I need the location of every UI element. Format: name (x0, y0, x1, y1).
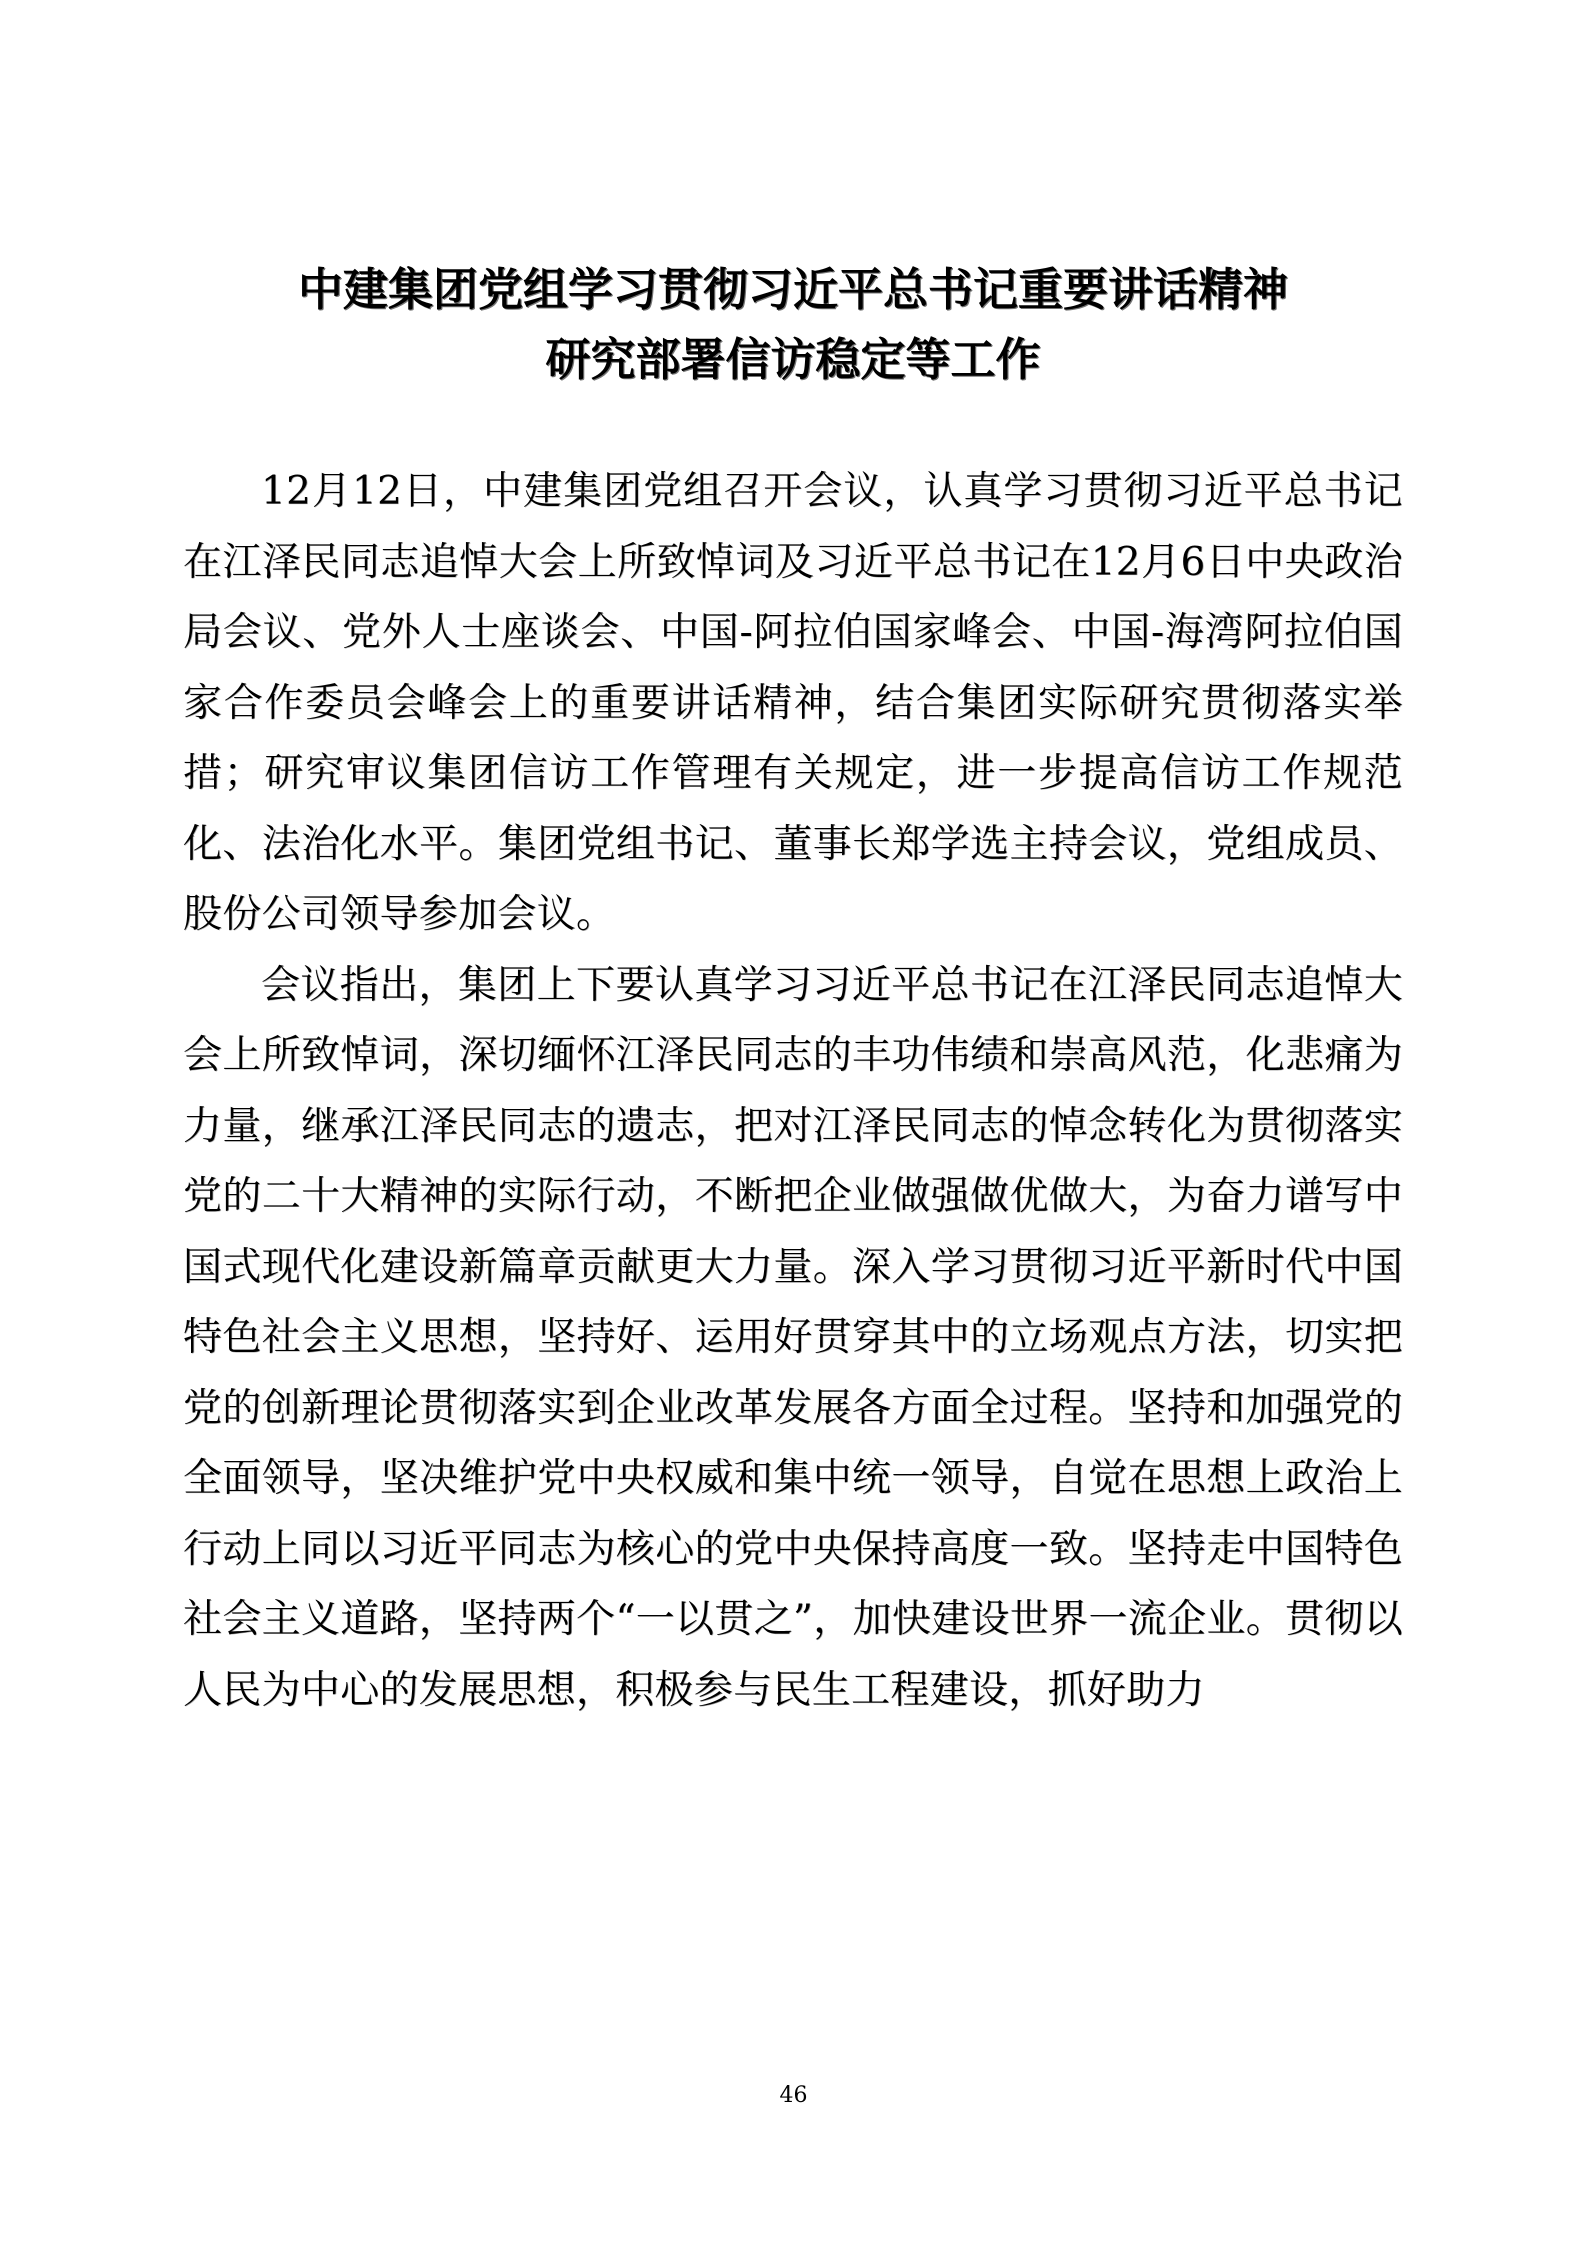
document-content (183, 255, 1403, 1726)
body-paragraph-2: 会议指出，集团上下要认真学习习近平总书记在江泽民同志追悼大会上所致悼词，深切缅怀江泽民同志的丰功伟绩和崇高风范，化悲痛为力量，继承江泽民同志的遗志，把对江泽民同志的悼念转化为贯彻落实党的二十大精神的实际行动，不断把企业做强做优做大，为奋力谱写中国式现代化建设新篇章贡献更大力量。深入学习贯彻习近平新时代中国特色社会主义思想，坚持好、运用好贯穿其中的立场观点方法，切实把党的创新理论贯彻落实到企业改革发展各方面全过程。坚持和加强党的全面领导，坚决维护党中央权威和集中统一领导，自觉在思想上政治上行动上同以习近平同志为核心的党中央保持高度一致。坚持走中国特色社会主义道路，坚持两个“一以贯之”，加快建设世界一流企业。贯彻以人民为中心的发展思想，积极参与民生工程建设，抓好助力 (183, 962, 1403, 1713)
page-title-line-1: 中建集团党组学习贯彻习近平总书记重要讲话精神 (297, 263, 1288, 316)
body-paragraph-1: 12月12日，中建集团党组召开会议，认真学习贯彻习近平总书记在江泽民同志追悼大会上所致悼词及习近平总书记在12月6日中央政治局会议、党外人士座谈会、中国-阿拉伯国家峰会、中国-海湾阿拉伯国家合作委员会峰会上的重要讲话精神，结合集团实际研究贯彻落实举措；研究审议集团信访工作管理有关规定，进一步提高信访工作规范化、法治化水平。集团党组书记、董事长郑学选主持会议，党组成员、股份公司领导参加会议。 (183, 469, 1403, 937)
page-title-line-2: 研究部署信访稳定等工作 (545, 333, 1041, 386)
document-body (183, 457, 1403, 1726)
page-title (183, 255, 1403, 395)
page-number: 46 (779, 2083, 808, 2108)
